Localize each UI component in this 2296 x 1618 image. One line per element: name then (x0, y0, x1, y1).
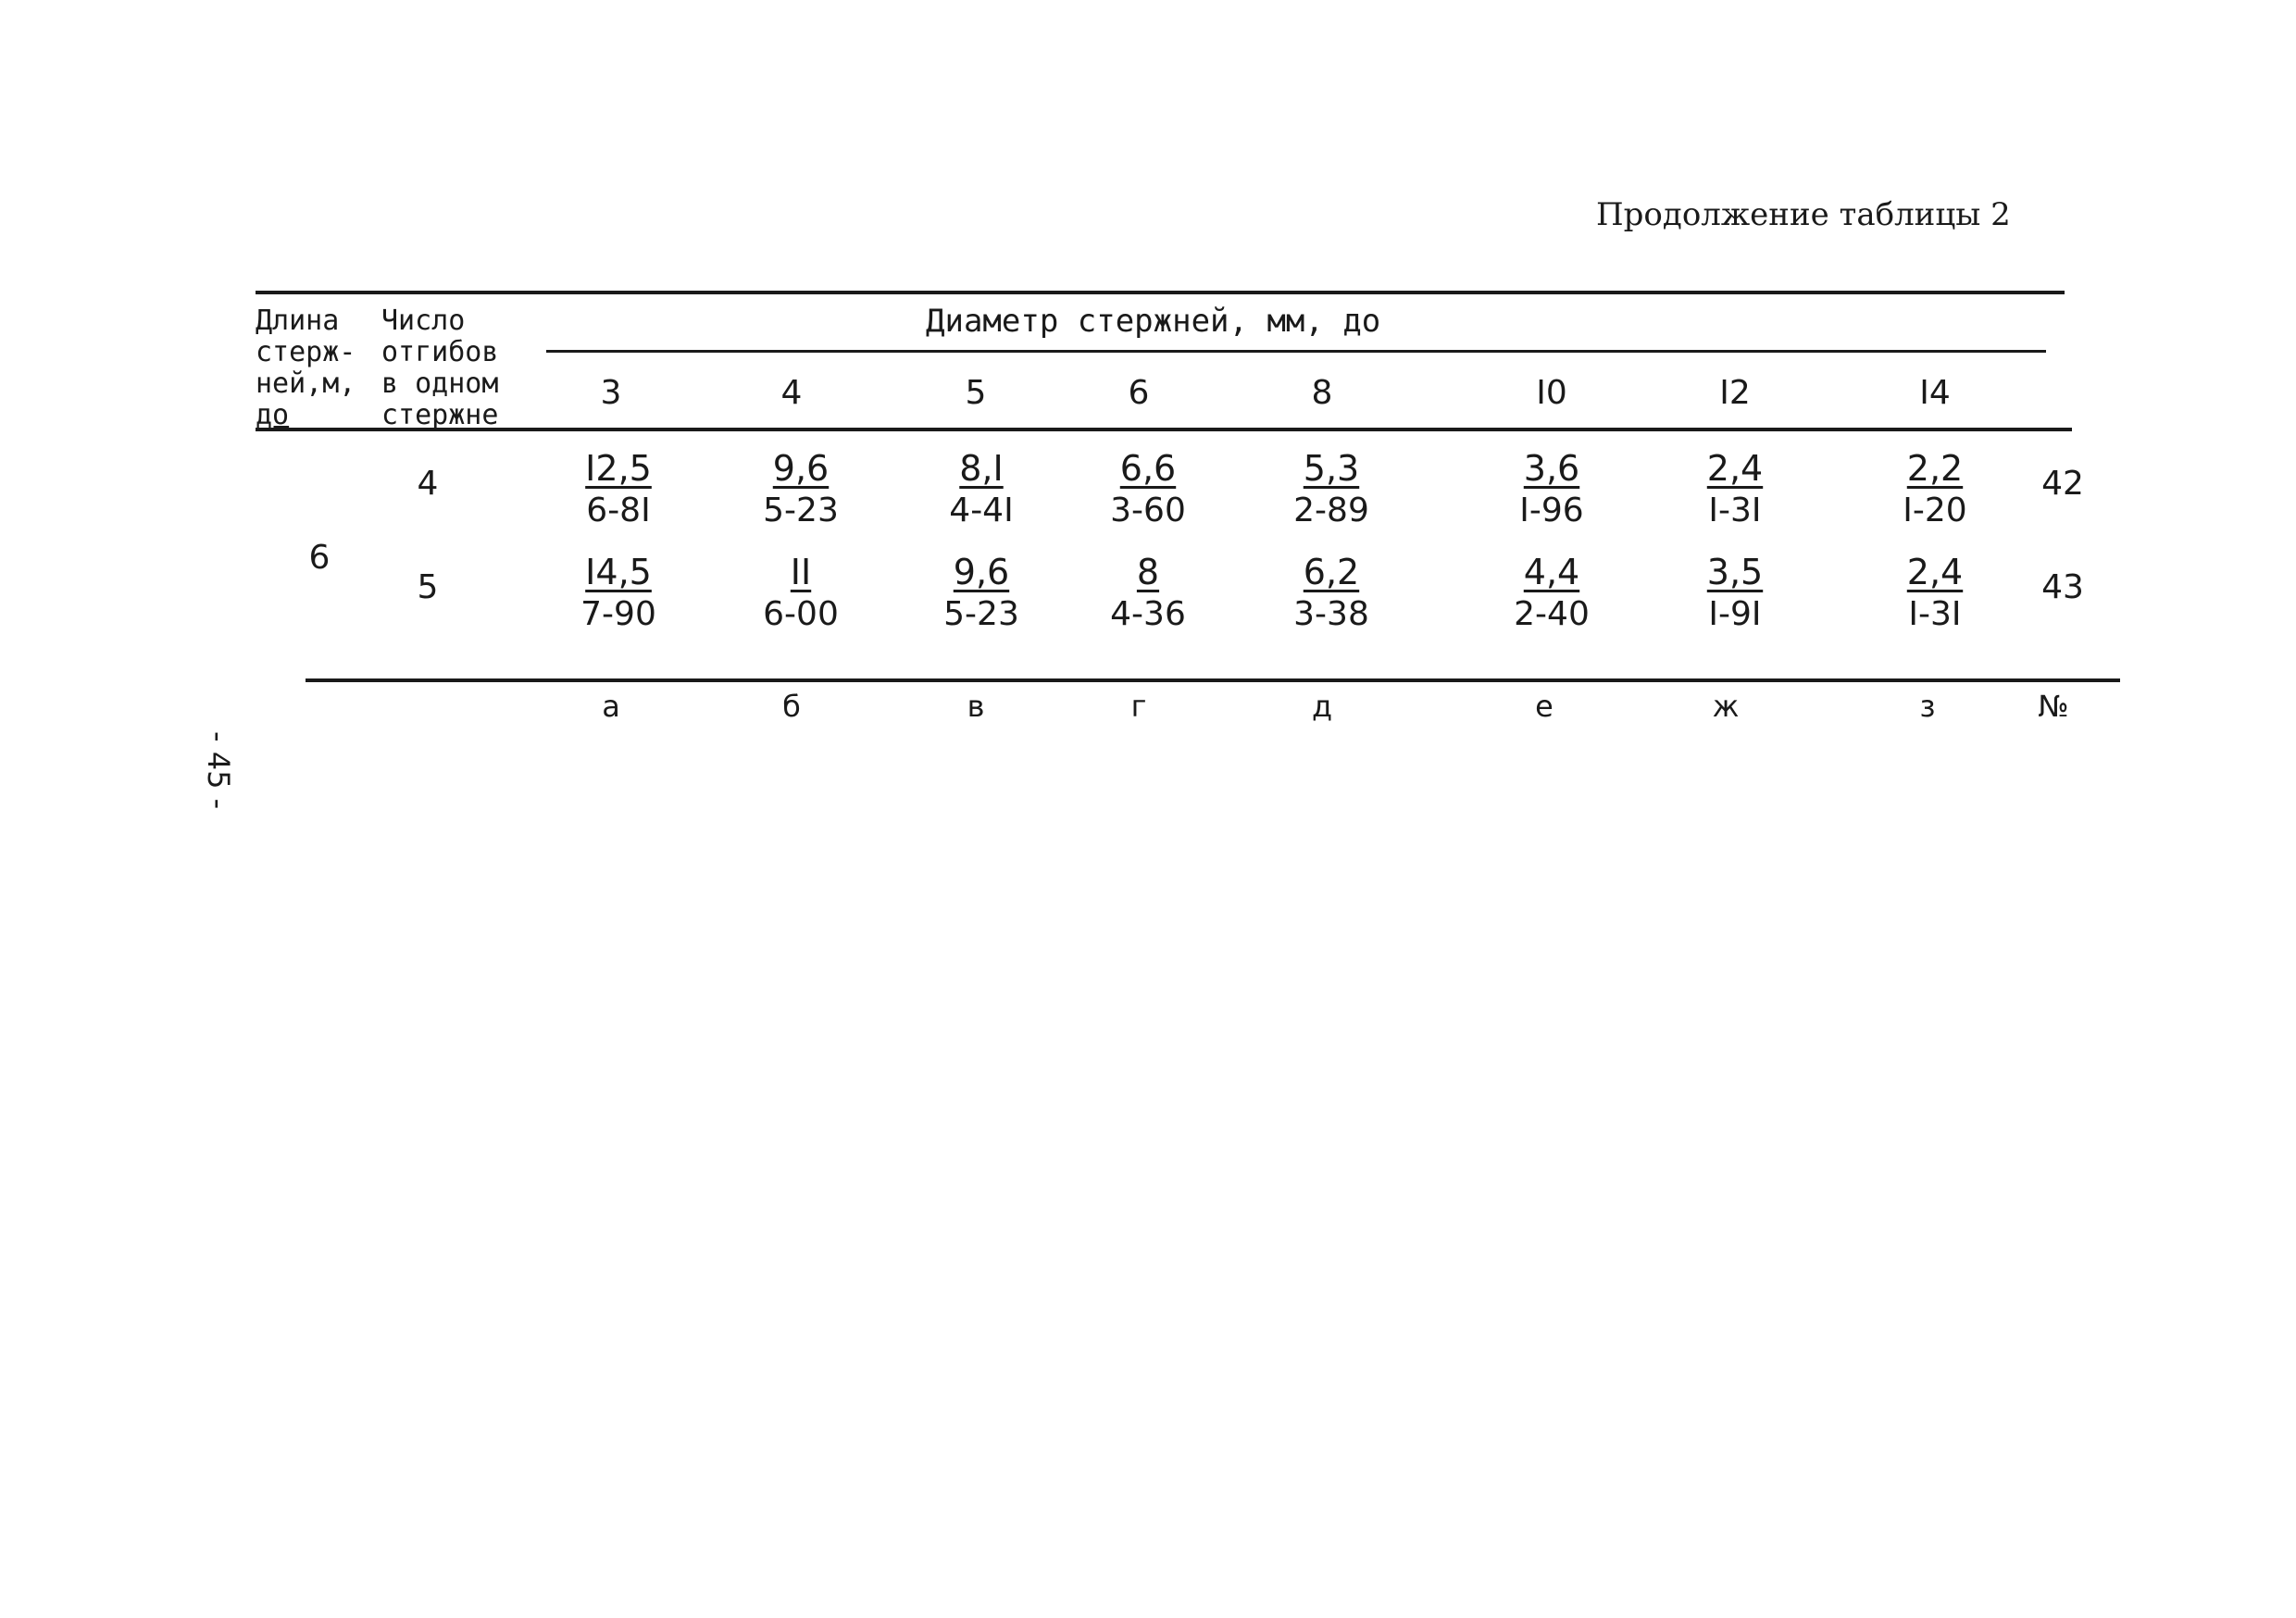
diameter-col-8: I4 (1919, 374, 1951, 412)
row-2-bends: 5 (417, 568, 439, 606)
column-letter-zh: ж (1712, 689, 1740, 724)
column-letter-d: д (1311, 689, 1333, 724)
row-1-cell-7: $\frac{2,4}{I-3I}$ (1706, 448, 1764, 529)
diameter-col-4: 6 (1128, 374, 1150, 412)
row-2-cell-2: $\frac{II}{6-00}$ (763, 552, 839, 633)
column-letter-g: г (1130, 689, 1147, 724)
row-2-cell-5: $\frac{6,2}{3-38}$ (1293, 552, 1369, 633)
page-number: - 45 - (201, 731, 236, 810)
row-2-cell-3: $\frac{9,6}{5-23}$ (943, 552, 1019, 633)
diameter-col-2: 4 (780, 374, 803, 412)
row-1-cell-3: $\frac{8,I}{4-4I}$ (949, 448, 1014, 529)
diameter-col-1: 3 (600, 374, 622, 412)
diameter-rule (546, 350, 2046, 353)
top-rule (256, 291, 2065, 294)
length-header: Длина стерж- ней,м, до (256, 305, 356, 431)
column-letter-z: з (1919, 689, 1936, 724)
row-1-cell-2: $\frac{9,6}{5-23}$ (763, 448, 839, 529)
row-2-cell-4: $\frac{8}{4-36}$ (1110, 552, 1186, 633)
row-2-cell-1: $\frac{I4,5}{7-90}$ (580, 552, 656, 633)
body-bottom-rule (306, 678, 2120, 682)
diameter-col-7: I2 (1719, 374, 1751, 412)
header-bottom-rule (256, 428, 2072, 431)
column-letter-number: № (2038, 689, 2069, 724)
bends-header: Число отгибов в одном стержне (381, 305, 499, 431)
column-letter-b: б (782, 689, 801, 724)
diameter-col-3: 5 (965, 374, 987, 412)
diameter-col-5: 8 (1311, 374, 1333, 412)
column-letter-e: е (1535, 689, 1554, 724)
row-1-cell-4: $\frac{6,6}{3-60}$ (1110, 448, 1186, 529)
diameter-col-6: I0 (1536, 374, 1567, 412)
column-letter-v: в (967, 689, 985, 724)
diameter-header: Диаметр стержней, мм, до (926, 303, 1381, 340)
row-1-bends: 4 (417, 465, 439, 503)
row-1-cell-1: $\frac{I2,5}{6-8I}$ (585, 448, 652, 529)
row-1-cell-6: $\frac{3,6}{I-96}$ (1519, 448, 1584, 529)
row-2-cell-7: $\frac{3,5}{I-9I}$ (1706, 552, 1764, 633)
row-2-number: 43 (2041, 568, 2084, 606)
column-letter-a: а (602, 689, 620, 724)
table-caption: Продолжение таблицы 2 (1596, 196, 2011, 233)
group-length: 6 (308, 539, 331, 577)
row-1-cell-8: $\frac{2,2}{I-20}$ (1903, 448, 1967, 529)
row-2-cell-8: $\frac{2,4}{I-3I}$ (1906, 552, 1964, 633)
row-1-cell-5: $\frac{5,3}{2-89}$ (1293, 448, 1369, 529)
row-1-number: 42 (2041, 465, 2084, 503)
row-2-cell-6: $\frac{4,4}{2-40}$ (1514, 552, 1590, 633)
